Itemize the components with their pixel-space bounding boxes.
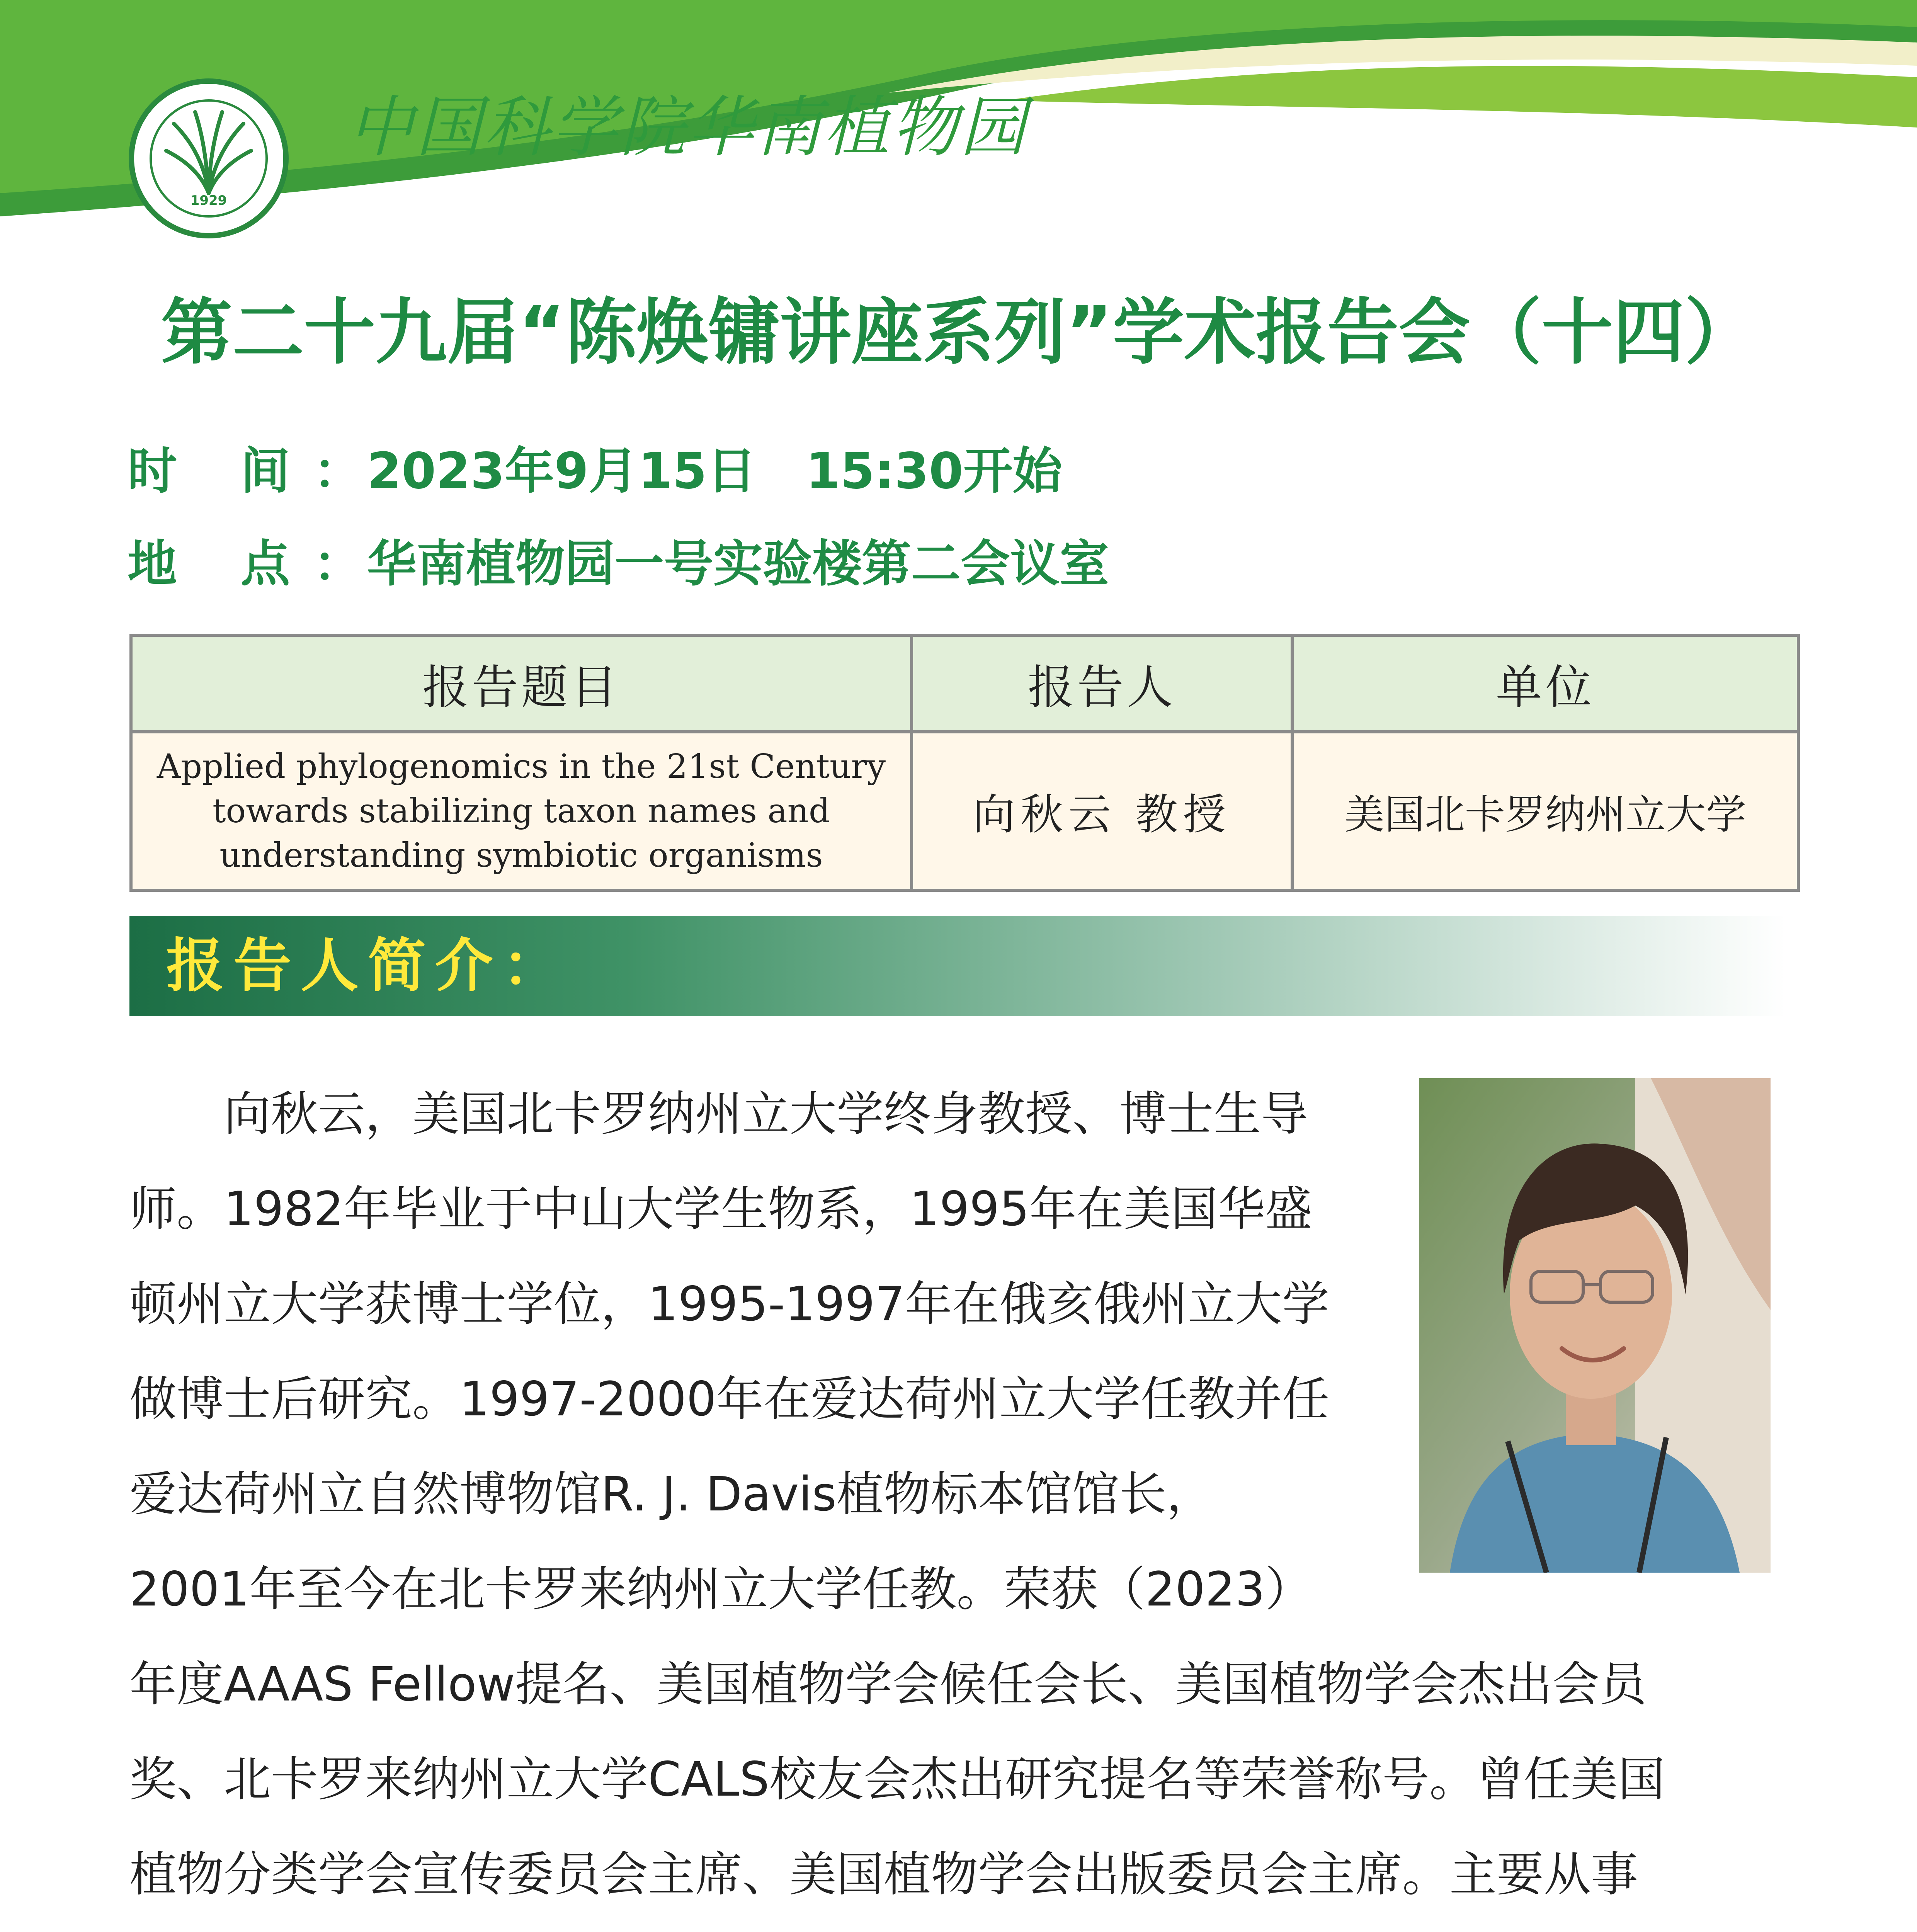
bio-line: 向秋云，美国北卡罗纳州立大学终身教授、博士生导 xyxy=(129,1087,1308,1141)
bio-line: 顿州立大学获博士学位，1995-1997年在俄亥俄州立大学 xyxy=(129,1277,1329,1332)
intro-heading: 报告人简介： xyxy=(166,932,570,1000)
talk-speaker: 向秋云 教授 xyxy=(912,732,1292,890)
table-header-row xyxy=(131,635,1798,732)
table-row xyxy=(131,732,1798,890)
bio-line: 年度AAAS Fellow提名、美国植物学会候任会长、美国植物学会杰出会员 xyxy=(129,1657,1647,1712)
place-label: 地 点： xyxy=(128,535,386,593)
bio-line: 奖、北卡罗来纳州立大学CALS校友会杰出研究提名等荣誉称号。曾任美国 xyxy=(129,1752,1665,1807)
garden-logo xyxy=(128,77,290,240)
time-label: 时 间： xyxy=(128,442,386,500)
bio-line xyxy=(129,1922,1638,1932)
talk-table xyxy=(129,634,1800,892)
bio-line: 师。1982年毕业于中山大学生物系，1995年在美国华盛 xyxy=(129,1182,1312,1236)
bio-line: 做博士后研究。1997-2000年在爱达荷州立大学任教并任 xyxy=(129,1372,1329,1427)
event-title: 第二十九届“陈焕镛讲座系列”学术报告会（十四） xyxy=(161,291,1756,374)
svg-text:1929: 1929 xyxy=(190,193,227,208)
bio-line: 植物分类学会宣传委员会主席、美国植物学会出版委员会主席。主要从事 xyxy=(129,1847,1638,1902)
time-value: 2023年9月15日 15:30开始 xyxy=(367,442,1062,500)
header-topic: 报告题目 xyxy=(131,635,912,732)
header-speaker: 报告人 xyxy=(912,635,1292,732)
talk-affiliation: 美国北卡罗纳州立大学 xyxy=(1292,732,1798,890)
speaker-photo xyxy=(1419,1078,1771,1573)
header-affiliation: 单位 xyxy=(1292,635,1798,732)
place-value: 华南植物园一号实验楼第二会议室 xyxy=(367,535,1109,593)
institution-name: 中国科学院华南植物园 xyxy=(348,89,1028,166)
bio-line: 2001年至今在北卡罗来纳州立大学任教。荣获（2023） xyxy=(129,1562,1312,1617)
bio-line: 爱达荷州立自然博物馆R. J. Davis植物标本馆馆长， xyxy=(129,1467,1214,1522)
talk-topic: Applied phylogenomics in the 21st Century towards stabilizing taxon names and understanding symbiotic organisms xyxy=(131,732,912,890)
place-row xyxy=(128,522,1109,607)
time-row xyxy=(128,429,1062,514)
